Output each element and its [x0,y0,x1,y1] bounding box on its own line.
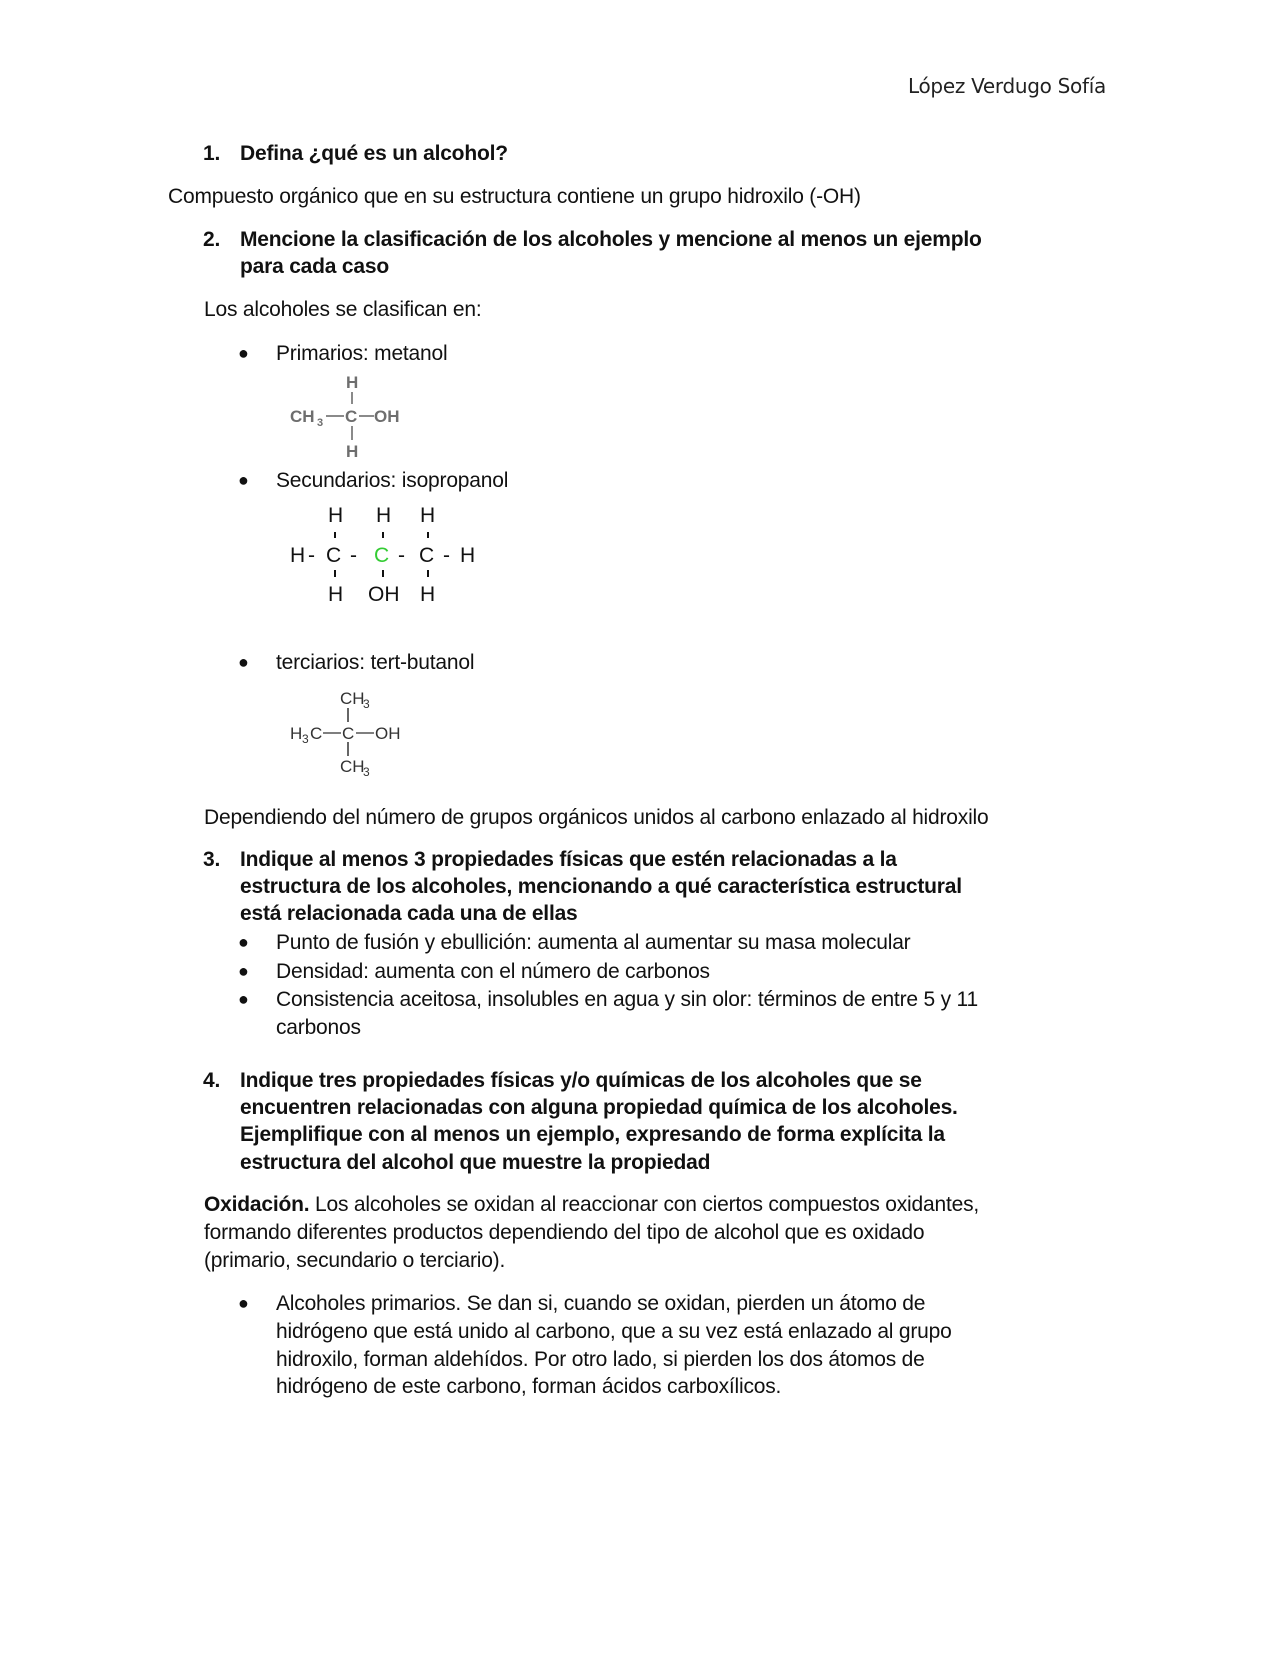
list-item [238,1289,1058,1409]
isopropanol-structure-image [288,500,488,610]
answer-2-intro: Los alcoholes se clasifican en: [204,298,482,321]
question-number: 1. [203,142,221,165]
list-item-text: hidrógeno que está unido al carbono, que a su vez está enlazado al grupo [276,1320,952,1343]
bullet-icon: ● [238,932,249,952]
svg-text:-: - [443,544,450,567]
svg-text:H: H [376,504,392,527]
svg-text:C: C [419,544,435,567]
svg-text:H: H [290,724,303,743]
svg-text:H: H [328,504,344,527]
svg-text:OH: OH [375,724,401,743]
question-text-line: está relacionada cada una de ellas [240,902,578,925]
svg-text:C: C [326,544,342,567]
svg-text:3: 3 [302,732,309,746]
answer-2-conclusion: Dependiendo del número de grupos orgánicos unidos al carbono enlazado al hidroxilo [204,806,989,829]
question-3 [203,846,1103,932]
question-text-line: Indique al menos 3 propiedades físicas que estén relacionadas a la [240,848,897,871]
metanol-structure-image [286,370,416,460]
list-item-text: hidroxilo, forman aldehídos. Por otro lado, si pierden los dos átomos de [276,1348,925,1371]
list-item-label: terciarios: tert-butanol [276,651,475,674]
svg-text:CH: CH [290,407,315,426]
tert-butanol-structure-image [288,686,418,781]
svg-text:C: C [342,724,355,743]
svg-text:H: H [460,544,476,567]
question-number: 2. [203,228,221,251]
paragraph-line: Los alcoholes se oxidan al reaccionar con ciertos compuestos oxidantes, [309,1193,980,1216]
question-4 [203,1067,1103,1181]
list-item-text: Densidad: aumenta con el número de carbonos [276,960,710,983]
svg-text:H: H [328,583,344,606]
list-item [238,339,1038,369]
svg-text:3: 3 [363,765,370,779]
question-1 [203,140,1103,170]
bullet-icon: ● [238,652,249,672]
question-text: Defina ¿qué es un alcohol? [240,142,508,165]
oxidation-heading: Oxidación. [204,1193,310,1216]
list-item [238,928,1058,958]
svg-text:OH: OH [374,407,400,426]
svg-text:-: - [350,544,357,567]
list-item [238,957,1058,987]
list-item [238,466,1038,496]
svg-text:CH: CH [340,689,365,708]
question-text-line: estructura de los alcoholes, mencionando a qué característica estructural [240,875,962,898]
paragraph-line: (primario, secundario o terciario). [204,1249,506,1272]
answer-4-paragraph [204,1191,1104,1275]
list-item [238,648,1038,678]
question-text-line: encuentren relacionadas con alguna propiedad química de los alcoholes. [240,1096,958,1119]
svg-text:H: H [420,583,436,606]
answer-1: Compuesto orgánico que en su estructura contiene un grupo hidroxilo (-OH) [168,185,861,208]
svg-text:3: 3 [317,417,324,429]
paragraph-line: formando diferentes productos dependiendo del tipo de alcohol que es oxidado [204,1221,925,1244]
svg-text:C: C [374,544,390,567]
question-text-line: para cada caso [240,255,389,278]
svg-text:H: H [290,544,306,567]
bullet-icon: ● [238,1293,249,1313]
list-item-text: Punto de fusión y ebullición: aumenta al aumentar su masa molecular [276,931,911,954]
svg-text:H: H [346,373,359,392]
svg-text:H: H [420,504,436,527]
list-item [238,985,1058,1045]
author-name: López Verdugo Sofía [908,74,1106,98]
question-number: 4. [203,1069,221,1092]
svg-text:C: C [345,407,358,426]
list-item-text: Consistencia aceitosa, insolubles en agua y sin olor: términos de entre 5 y 11 [276,988,978,1011]
svg-text:-: - [308,544,315,567]
list-item-text: hidrógeno de este carbono, forman ácidos carboxílicos. [276,1375,782,1398]
svg-text:OH: OH [368,583,400,606]
question-text-line: Indique tres propiedades físicas y/o químicas de los alcoholes que se [240,1069,922,1092]
question-number: 3. [203,848,221,871]
list-item-label: Primarios: metanol [276,342,448,365]
list-item-text: carbonos [276,1016,361,1039]
svg-text:C: C [310,724,323,743]
svg-text:3: 3 [363,697,370,711]
question-text-line: Mencione la clasificación de los alcoholes y mencione al menos un ejemplo [240,228,982,251]
bullet-icon: ● [238,470,249,490]
bullet-icon: ● [238,961,249,981]
svg-text:CH: CH [340,757,365,776]
question-text-line: estructura del alcohol que muestre la propiedad [240,1151,711,1174]
question-text-line: Ejemplifique con al menos un ejemplo, expresando de forma explícita la [240,1123,945,1146]
list-item-label: Secundarios: isopropanol [276,469,509,492]
list-item-text: Alcoholes primarios. Se dan si, cuando se oxidan, pierden un átomo de [276,1292,926,1315]
svg-text:H: H [346,442,359,460]
bullet-icon: ● [238,343,249,363]
question-2 [203,226,1103,284]
bullet-icon: ● [238,989,249,1009]
svg-text:-: - [398,544,405,567]
